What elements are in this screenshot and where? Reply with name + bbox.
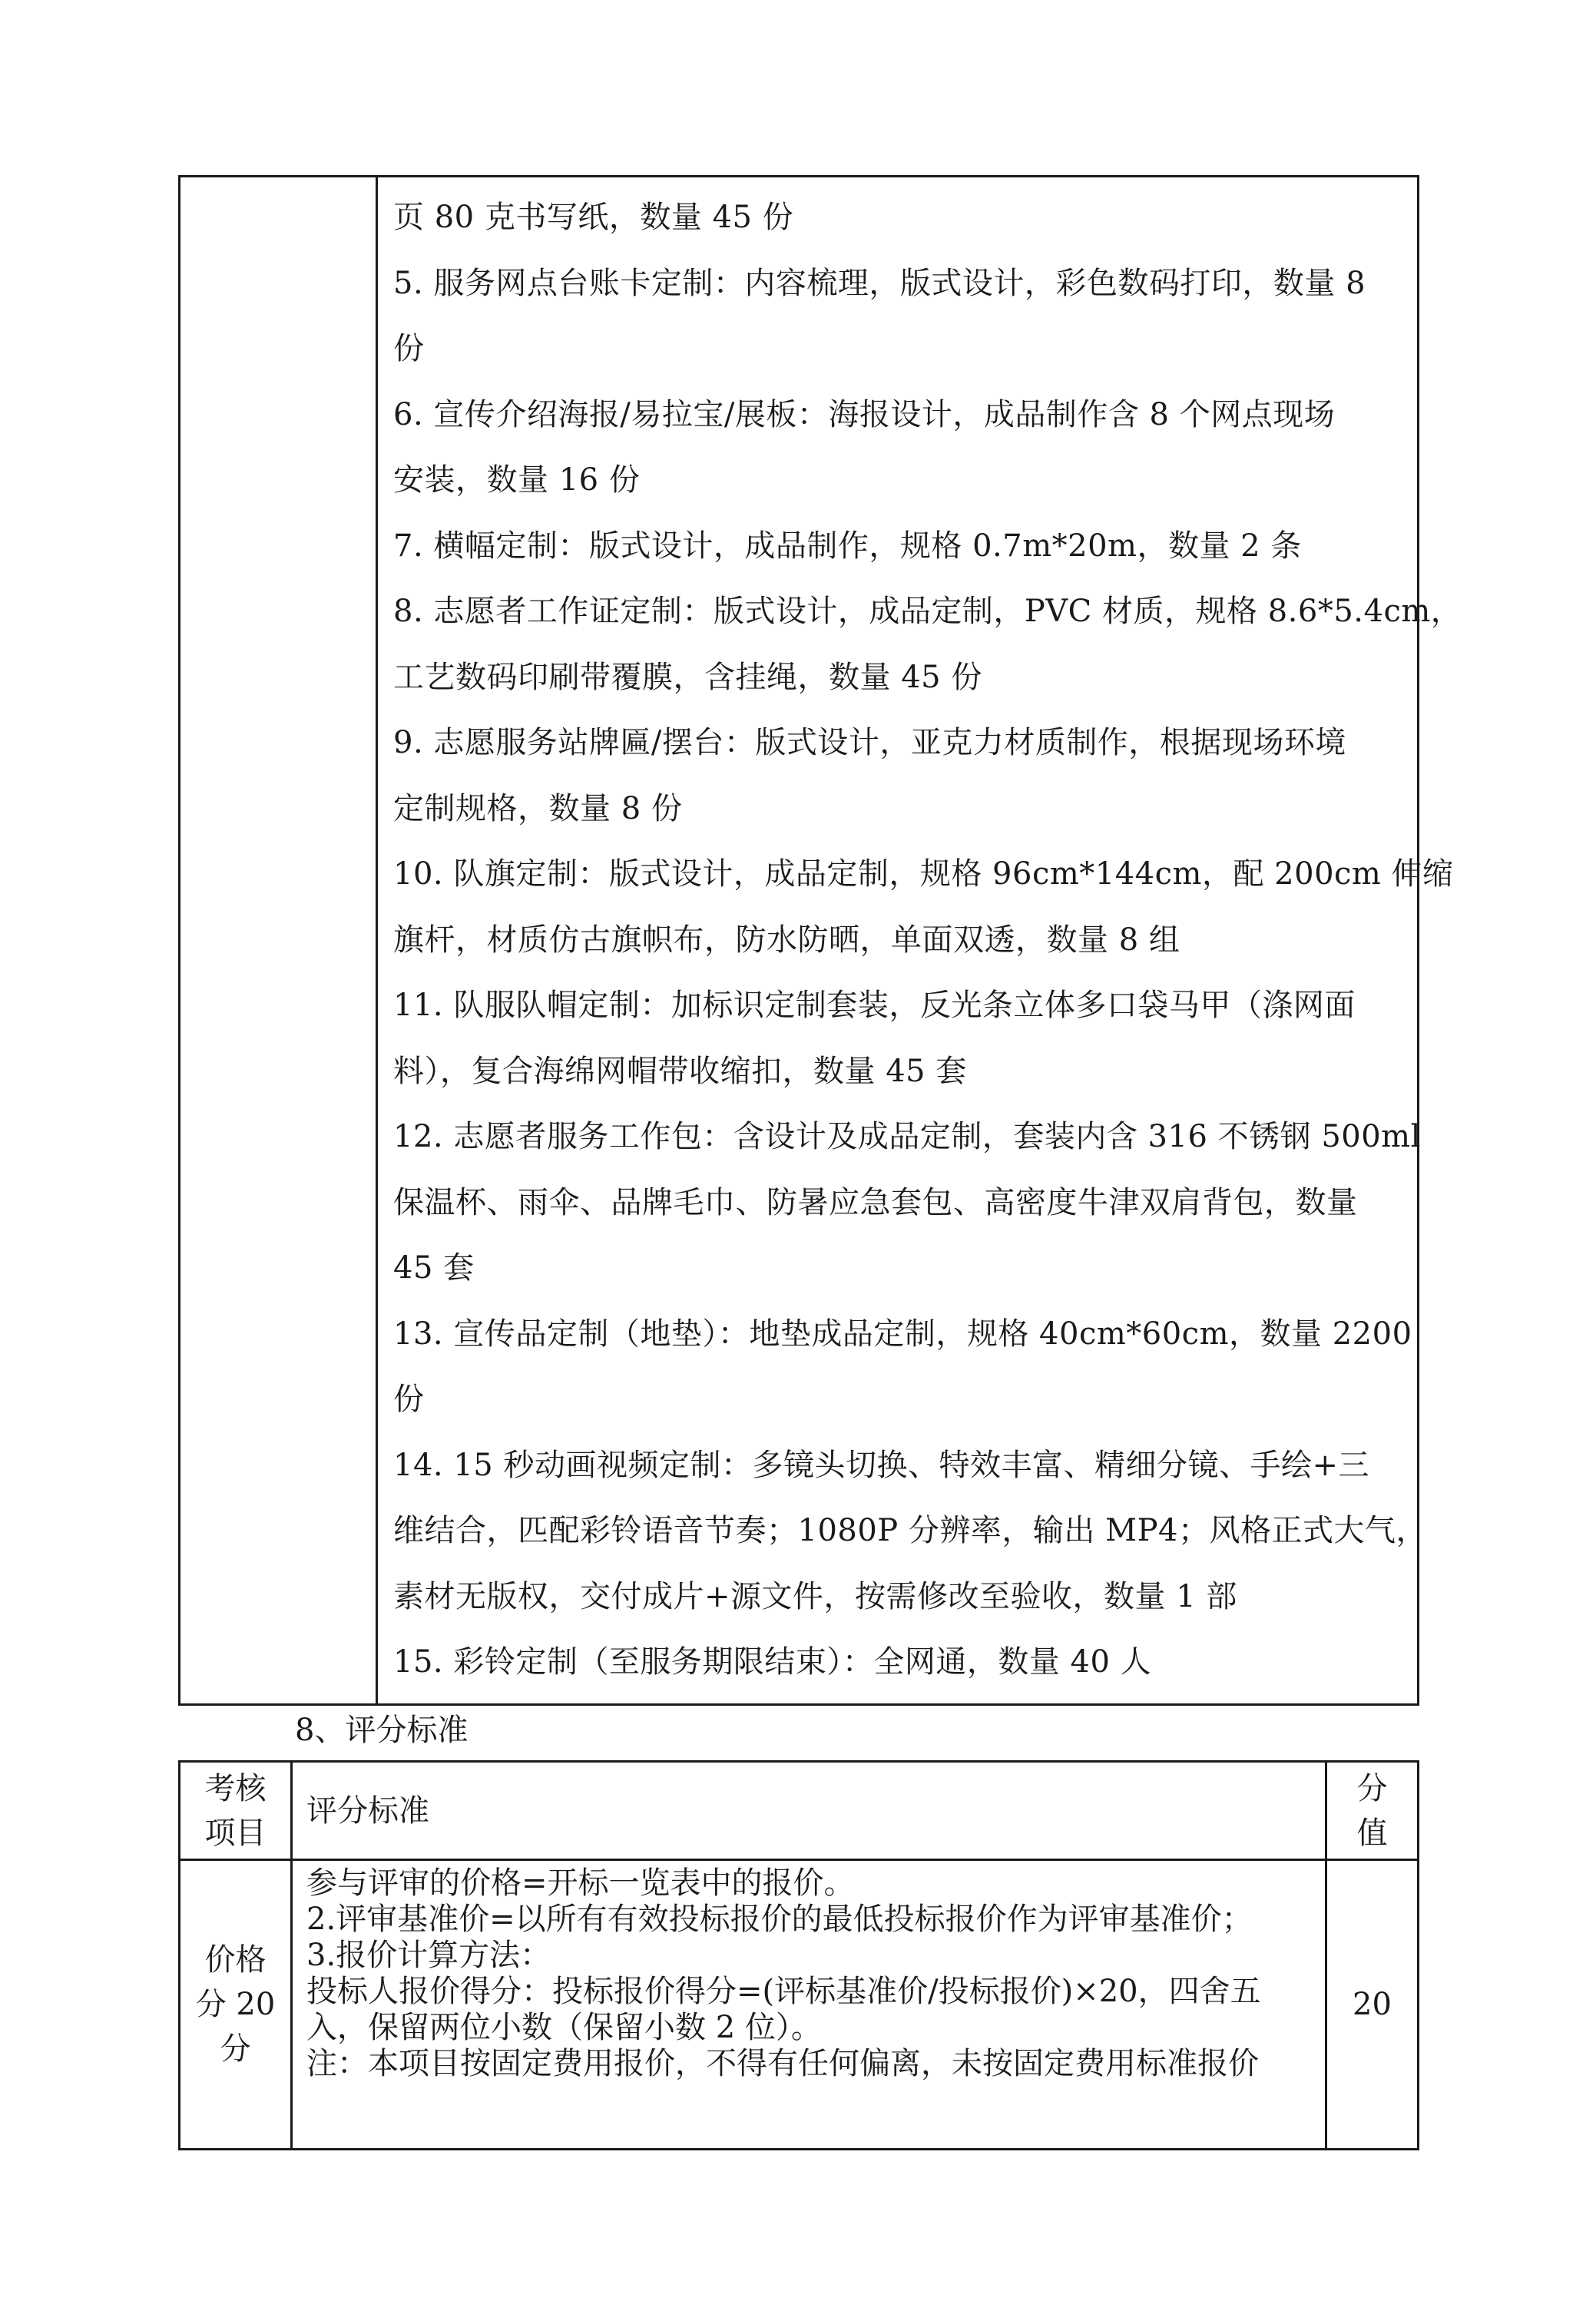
requirement-line: 页 80 克书写纸，数量 45 份	[393, 200, 794, 235]
requirement-line: 6. 宣传介绍海报/易拉宝/展板：海报设计，成品制作含 8 个网点现场	[393, 396, 1336, 432]
header-item-line: 考核	[204, 1770, 267, 1806]
scoring-table	[178, 1760, 1419, 2150]
item-line: 分	[220, 2031, 251, 2067]
requirement-line: 份	[393, 1382, 425, 1417]
item-line: 分 20	[195, 1987, 276, 2022]
criteria-line: 参与评审的价格=开标一览表中的报价。	[306, 1865, 855, 1901]
criteria-line: 入，保留两位小数（保留小数 2 位）。	[306, 2010, 822, 2045]
requirement-line: 13. 宣传品定制（地垫）：地垫成品定制，规格 40cm*60cm，数量 2200	[393, 1316, 1412, 1352]
criteria-line: 2.评审基准价=以所有有效投标报价的最低投标报价作为评审基准价；	[306, 1902, 1253, 1937]
requirement-line: 旗杆，材质仿古旗帜布，防水防晒，单面双透，数量 8 组	[393, 922, 1180, 958]
criteria-line: 3.报价计算方法：	[306, 1938, 551, 1973]
empty-label-cell	[180, 177, 377, 1705]
requirement-line: 工艺数码印刷带覆膜，含挂绳，数量 45 份	[393, 659, 982, 695]
header-score-line: 分	[1356, 1770, 1388, 1806]
criteria-line: 投标人报价得分：投标报价得分=(评标基准价/投标报价)×20，四舍五	[306, 1974, 1261, 2009]
table-row	[180, 177, 1419, 1705]
item-cell	[180, 1860, 292, 2150]
score-cell: 20	[1326, 1860, 1419, 2150]
header-score	[1326, 1762, 1419, 1860]
header-item	[180, 1762, 292, 1860]
requirement-line: 料），复合海绵网帽带收缩扣，数量 45 套	[393, 1053, 967, 1089]
table-row	[180, 1860, 1419, 2150]
requirements-table	[178, 175, 1462, 1706]
header-score-line: 值	[1356, 1815, 1388, 1851]
requirement-line: 14. 15 秒动画视频定制：多镜头切换、特效丰富、精细分镜、手绘+三	[393, 1447, 1369, 1483]
requirement-line: 9. 志愿服务站牌匾/摆台：版式设计，亚克力材质制作，根据现场环境	[393, 725, 1346, 760]
criteria-cell	[292, 1860, 1326, 2150]
criteria-line: 注：本项目按固定费用报价，不得有任何偏离，未按固定费用标准报价	[306, 2046, 1259, 2081]
requirement-line: 安装，数量 16 份	[393, 462, 641, 498]
table-header-row	[180, 1762, 1419, 1860]
requirement-line: 45 套	[393, 1250, 475, 1286]
requirements-content-cell	[377, 177, 1462, 1705]
requirement-line: 份	[393, 331, 425, 366]
requirement-line: 15. 彩铃定制（至服务期限结束）：全网通，数量 40 人	[393, 1644, 1152, 1680]
requirement-line: 7. 横幅定制：版式设计，成品制作，规格 0.7m*20m，数量 2 条	[393, 528, 1302, 564]
header-criteria: 评分标准	[292, 1762, 1326, 1860]
requirement-line: 11. 队服队帽定制：加标识定制套装，反光条立体多口袋马甲（涤网面	[393, 988, 1356, 1023]
section-title: 8、评分标准	[295, 1713, 469, 1748]
item-line: 价格	[204, 1942, 267, 1978]
requirement-line: 10. 队旗定制：版式设计，成品定制，规格 96cm*144cm，配 200cm 伸缩	[393, 856, 1454, 892]
header-item-line: 项目	[204, 1815, 267, 1851]
requirement-line: 保温杯、雨伞、品牌毛巾、防暑应急套包、高密度牛津双肩背包，数量	[393, 1184, 1358, 1220]
requirement-line: 8. 志愿者工作证定制：版式设计，成品定制，PVC 材质，规格 8.6*5.4cm，	[393, 594, 1462, 629]
requirement-line: 维结合，匹配彩铃语音节奏；1080P 分辨率，输出 MP4；风格正式大气，	[393, 1513, 1427, 1548]
requirement-line: 12. 志愿者服务工作包：含设计及成品定制，套装内含 316 不锈钢 500ml	[393, 1119, 1421, 1154]
requirement-line: 5. 服务网点台账卡定制：内容梳理，版式设计，彩色数码打印，数量 8	[393, 265, 1366, 301]
requirement-line: 素材无版权，交付成片+源文件，按需修改至验收，数量 1 部	[393, 1578, 1237, 1614]
requirement-line: 定制规格，数量 8 份	[393, 790, 683, 826]
